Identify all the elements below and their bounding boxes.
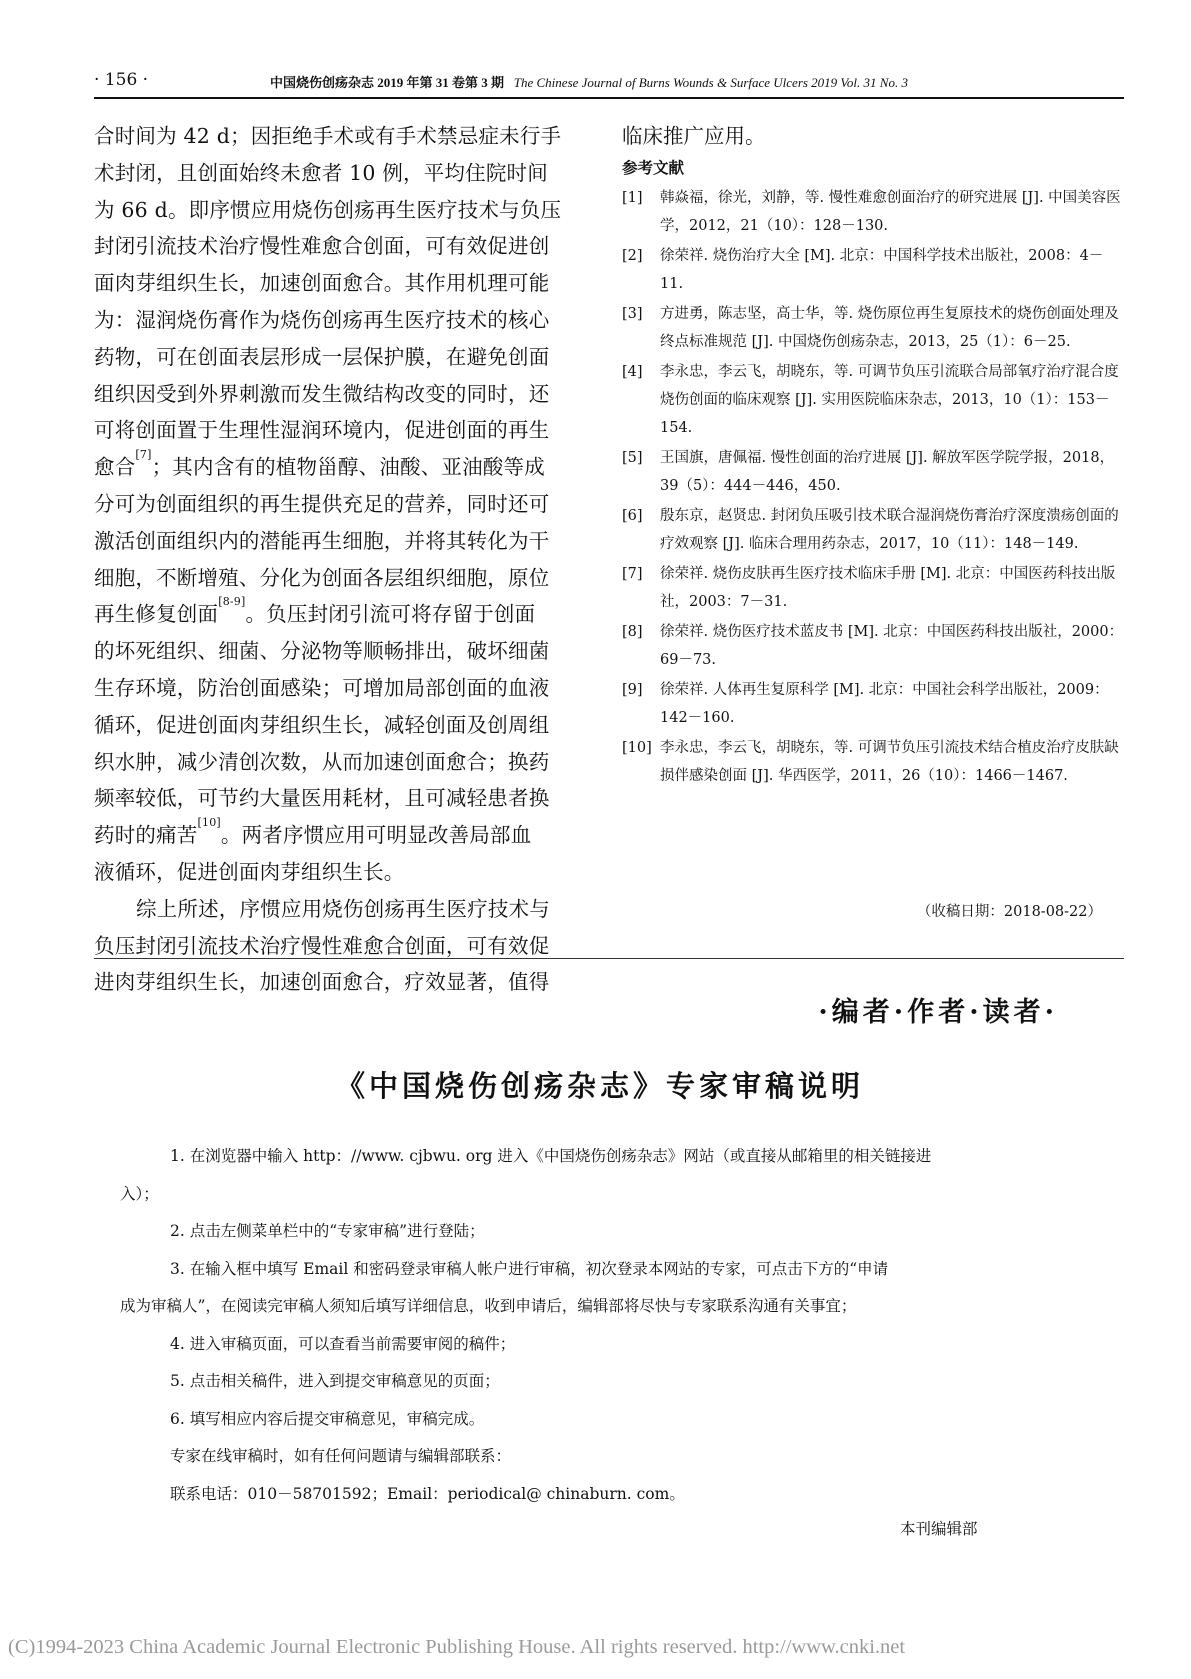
reference-number: [3] bbox=[622, 306, 643, 322]
reference-text: 徐荣祥. 烧伤医疗技术蓝皮书 [M]. 北京：中国医药科技出版社，2000：69－73. bbox=[660, 624, 1124, 668]
header-rule bbox=[94, 97, 1124, 99]
reference-list bbox=[622, 184, 1124, 790]
body-continuation: 临床推广应用。 bbox=[622, 124, 766, 148]
notice-title: 《中国烧伤创疡杂志》专家审稿说明 bbox=[335, 1069, 864, 1103]
citation-marker: [10] bbox=[197, 817, 221, 830]
text-run: 。负压封闭引流可将存留于创面 bbox=[245, 602, 536, 627]
references-title: 参考文献 bbox=[622, 159, 685, 177]
notice-line: 专家在线审稿时，如有任何问题请与编辑部联系： bbox=[170, 1447, 512, 1465]
body-line: 织水肿，减少清创次数，从而加速创面愈合；换药 bbox=[94, 749, 550, 774]
body-line: 面肉芽组织生长，加速创面愈合。其作用机理可能 bbox=[94, 271, 550, 296]
notice-line: 2. 点击左侧菜单栏中的“专家审稿”进行登陆； bbox=[170, 1222, 485, 1240]
body-line bbox=[94, 449, 590, 486]
body-line: 细胞，不断增殖、分化为创面各层组织细胞，原位 bbox=[94, 565, 550, 590]
citation-marker: [7] bbox=[135, 449, 152, 462]
reference-text: 徐荣祥. 人体再生复原科学 [M]. 北京：中国社会科学出版社，2009：142－160. bbox=[660, 682, 1109, 726]
left-column bbox=[94, 118, 590, 1001]
section-heading: ·编者·作者·读者· bbox=[818, 997, 1058, 1028]
notice-line: 1. 在浏览器中输入 http：//www. cjbwu. org 进入《中国烧伤创疡杂志》网站（或直接从邮箱里的相关链接进 bbox=[170, 1147, 932, 1165]
signoff: 本刊编辑部 bbox=[900, 1520, 978, 1538]
body-line: 综上所述，序惯应用烧伤创疡再生医疗技术与 bbox=[136, 896, 550, 921]
text-run: 愈合 bbox=[94, 455, 136, 480]
reference-item bbox=[622, 618, 1124, 674]
received-date: （收稿日期：2018-08-22） bbox=[916, 904, 1102, 920]
text-run: 药时的痛苦 bbox=[94, 823, 198, 848]
reference-item bbox=[622, 184, 1124, 240]
section-rule bbox=[94, 958, 1124, 959]
notice-line: 入）； bbox=[120, 1184, 159, 1203]
reference-item bbox=[622, 242, 1124, 298]
reference-text: 李永忠，李云飞，胡晓东，等. 可调节负压引流联合局部氧疗治疗混合度烧伤创面的临床观察 [J]. 实用医院临床杂志，2013，10（1）：153－154. bbox=[660, 364, 1119, 436]
body-line bbox=[94, 817, 590, 854]
reference-text: 李永忠，李云飞，胡晓东，等. 可调节负压引流技术结合植皮治疗皮肤缺损伴感染创面 [J]. 华西医学，2011，26（10）：1466－1467. bbox=[660, 740, 1119, 784]
reference-number: [5] bbox=[622, 450, 643, 466]
reference-text: 方进勇，陈志坚，高士华，等. 烧伤原位再生复原技术的烧伤创面处理及终点标准规范 [J]. 中国烧伤创疡杂志，2013，25（1）：6－25. bbox=[660, 306, 1119, 350]
body-line: 生存环境，防治创面感染；可增加局部创面的血液 bbox=[94, 675, 550, 700]
notice-line: 成为审稿人”，在阅读完审稿人须知后填写详细信息，收到申请后，编辑部将尽快与专家联系沟通有关事宜； bbox=[120, 1297, 857, 1315]
body-line: 术封闭，且创面始终未愈者 10 例，平均住院时间 bbox=[94, 160, 548, 185]
body-line: 的坏死组织、细菌、分泌物等顺畅排出，破坏细菌 bbox=[94, 639, 550, 664]
running-header bbox=[270, 72, 1122, 91]
reference-text: 殷东京，赵贤忠. 封闭负压吸引技术联合湿润烧伤膏治疗深度溃疡创面的疗效观察 [J]. 临床合理用药杂志，2017，10（11）：148－149. bbox=[660, 508, 1119, 552]
body-line: 进肉芽组织生长，加速创面愈合，疗效显著，值得 bbox=[94, 970, 550, 995]
notice-line: 6. 填写相应内容后提交审稿意见，审稿完成。 bbox=[170, 1409, 485, 1428]
reference-number: [7] bbox=[622, 566, 643, 582]
reference-item bbox=[622, 560, 1124, 616]
body-line: 为 66 d。即序惯应用烧伤创疡再生医疗技术与负压 bbox=[94, 197, 562, 222]
body-line: 分可为创面组织的再生提供充足的营养，同时还可 bbox=[94, 491, 550, 516]
notice-line: 3. 在输入框中填写 Email 和密码登录审稿人帐户进行审稿，初次登录本网站的专家，可点击下方的“申请 bbox=[170, 1259, 889, 1278]
text-run: 。两者序惯应用可明显改善局部血 bbox=[220, 823, 532, 848]
reference-item bbox=[622, 300, 1124, 356]
reference-number: [10] bbox=[622, 740, 652, 756]
reference-number: [1] bbox=[622, 190, 643, 206]
reference-text: 徐荣祥. 烧伤皮肤再生医疗技术临床手册 [M]. 北京：中国医药科技出版社，2003：7－31. bbox=[660, 566, 1116, 610]
reference-text: 王国旗，唐佩福. 慢性创面的治疗进展 [J]. 解放军医学院学报，2018，39（5）：444－446，450. bbox=[660, 450, 1115, 494]
body-line: 液循环，促进创面肉芽组织生长。 bbox=[94, 859, 405, 884]
journal-title-cn: 中国烧伤创疡杂志 2019 年第 31 卷第 3 期 bbox=[270, 75, 505, 90]
body-line: 负压封闭引流技术治疗慢性难愈合创面，可有效促 bbox=[94, 933, 550, 958]
reference-text: 徐荣祥. 烧伤治疗大全 [M]. 北京：中国科学技术出版社，2008：4－11. bbox=[660, 248, 1104, 292]
body-line: 封闭引流技术治疗慢性难愈合创面，可有效促进创 bbox=[94, 234, 550, 259]
body-line: 激活创面组织内的潜能再生细胞，并将其转化为干 bbox=[94, 528, 550, 553]
body-line: 循环，促进创面肉芽组织生长，减轻创面及创周组 bbox=[94, 712, 550, 737]
reference-item bbox=[622, 502, 1124, 558]
notice-line: 5. 点击相关稿件，进入到提交审稿意见的页面； bbox=[170, 1372, 500, 1390]
copyright-footer: (C)1994-2023 China Academic Journal Electronic Publishing House. All rights reserved. http://www.cnki.net bbox=[8, 1636, 906, 1658]
reference-number: [9] bbox=[622, 682, 643, 698]
reference-item bbox=[622, 444, 1124, 500]
citation-marker: [8-9] bbox=[218, 596, 246, 609]
reference-item bbox=[622, 358, 1124, 442]
contact-line: 联系电话：010－58701592；Email：periodical@ chinaburn. com。 bbox=[170, 1484, 685, 1503]
reference-number: [2] bbox=[622, 248, 643, 264]
notice-body bbox=[120, 1138, 1080, 1513]
reference-item bbox=[622, 734, 1124, 790]
reference-number: [4] bbox=[622, 364, 643, 380]
body-line: 频率较低，可节约大量医用耗材，且可减轻患者换 bbox=[94, 786, 550, 811]
text-run: 再生修复创面 bbox=[94, 602, 219, 627]
journal-title-en: The Chinese Journal of Burns Wounds & Surface Ulcers 2019 Vol. 31 No. 3 bbox=[513, 75, 908, 90]
text-run: ；其内含有的植物甾醇、油酸、亚油酸等成 bbox=[151, 455, 545, 480]
reference-number: [8] bbox=[622, 624, 643, 640]
reference-text: 韩焱福，徐光，刘静，等. 慢性难愈创面治疗的研究进展 [J]. 中国美容医学，2012，21（10）：128－130. bbox=[660, 190, 1121, 234]
reference-item bbox=[622, 676, 1124, 732]
body-line: 为：湿润烧伤膏作为烧伤创疡再生医疗技术的核心 bbox=[94, 307, 550, 332]
body-line: 合时间为 42 d；因拒绝手术或有手术禁忌症未行手 bbox=[94, 124, 562, 148]
body-line bbox=[94, 596, 590, 633]
right-column bbox=[622, 118, 1124, 792]
reference-number: [6] bbox=[622, 508, 643, 524]
body-line: 可将创面置于生理性湿润环境内，促进创面的再生 bbox=[94, 418, 550, 443]
body-line: 组织因受到外界刺激而发生微结构改变的同时，还 bbox=[94, 381, 550, 406]
page-number: · 156 · bbox=[94, 70, 149, 90]
body-line: 药物，可在创面表层形成一层保护膜，在避免创面 bbox=[94, 344, 550, 369]
notice-line: 4. 进入审稿页面，可以查看当前需要审阅的稿件； bbox=[170, 1334, 516, 1353]
